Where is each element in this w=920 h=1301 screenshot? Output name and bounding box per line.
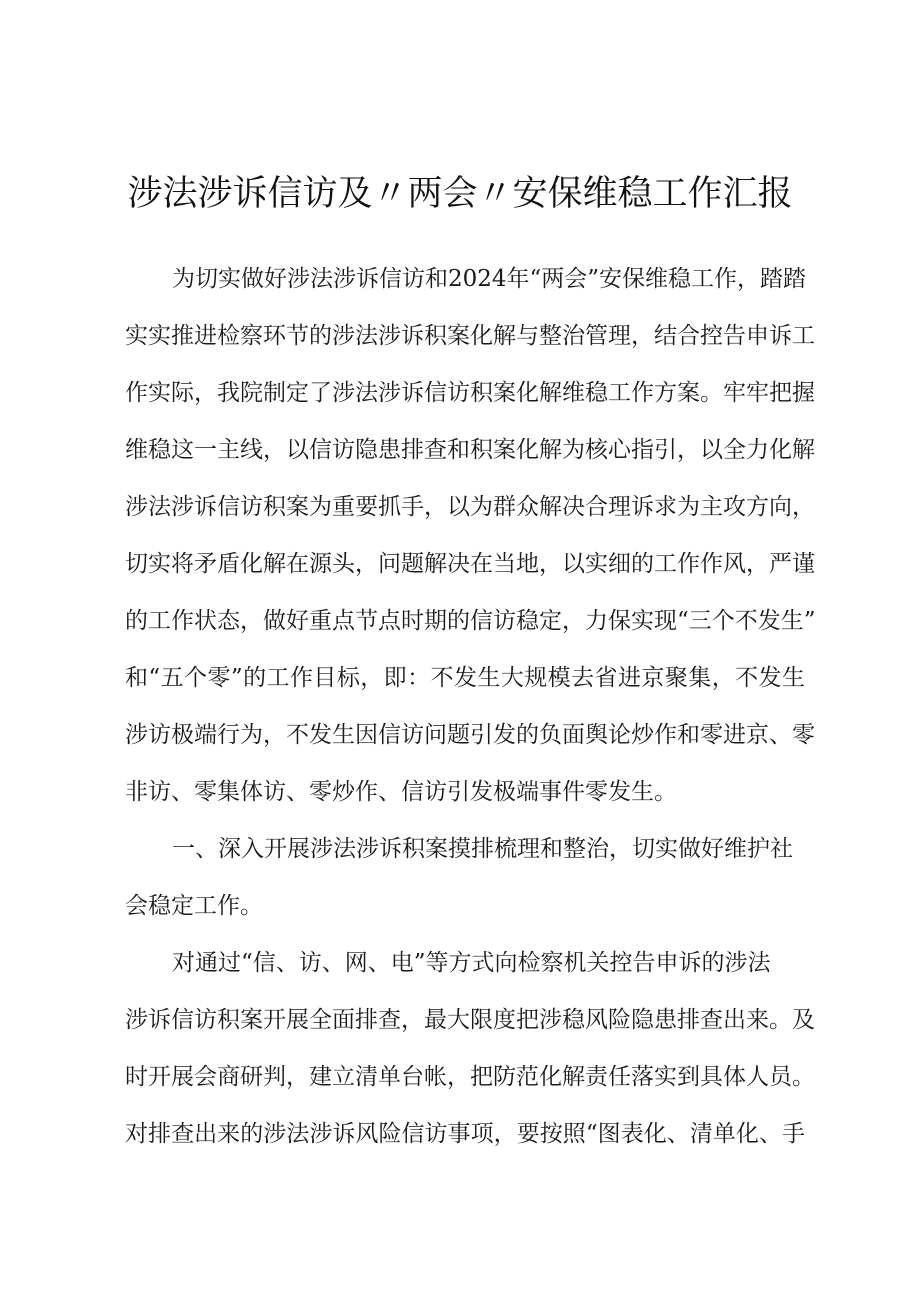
text-line: 切实将矛盾化解在源头，问题解决在当地，以实细的工作作风，严谨: [125, 551, 815, 577]
text-line: 实实推进检察环节的涉法涉诉积案化解与整治管理，结合控告申诉工: [125, 323, 815, 349]
text-line: 非访、零集体访、零炒作、信访引发极端事件零发生。: [125, 779, 677, 805]
text-line: 一、深入开展涉法涉诉积案摸排梳理和整治，切实做好维护社: [172, 836, 793, 862]
text-line: 为切实做好涉法涉诉信访和2024年“两会”安保维稳工作，踏踏: [172, 266, 807, 292]
text-line: 对通过“信、访、网、电”等方式向检察机关控告申诉的涉法: [172, 950, 771, 976]
text-line: 的工作状态，做好重点节点时期的信访稳定，力保实现“三个不发生”: [125, 608, 816, 634]
text-line: 时开展会商研判，建立清单台帐，把防范化解责任落实到具体人员。: [125, 1064, 815, 1090]
text-line: 涉法涉诉信访积案为重要抓手，以为群众解决合理诉求为主攻方向，: [125, 494, 815, 520]
text-line: 维稳这一主线，以信访隐患排查和积案化解为核心指引，以全力化解: [125, 437, 815, 463]
text-line: 会稳定工作。: [125, 893, 263, 919]
text-line: 作实际，我院制定了涉法涉诉信访积案化解维稳工作方案。牢牢把握: [125, 380, 815, 406]
text-line: 涉诉信访积案开展全面排查，最大限度把涉稳风险隐患排查出来。及: [125, 1007, 815, 1033]
text-line: 对排查出来的涉法涉诉风险信访事项，要按照“图表化、清单化、手: [125, 1121, 805, 1147]
text-line: 和“五个零”的工作目标，即：不发生大规模去省进京聚集，不发生: [125, 665, 805, 691]
text-line: 涉访极端行为，不发生因信访问题引发的负面舆论炒作和零进京、零: [125, 722, 815, 748]
document-title: 涉法涉诉信访及〃两会〃安保维稳工作汇报: [127, 174, 793, 214]
